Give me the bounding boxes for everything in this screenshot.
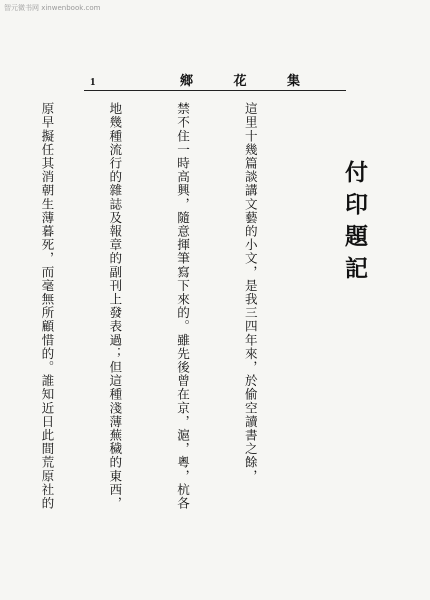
page-title: 付印題記 bbox=[341, 160, 368, 288]
text-column: 這里十幾篇談講文藝的小文，是我三四年來，於偷空讀書之餘， bbox=[242, 102, 258, 483]
watermark-text: 智元微书网 xinwenbook.com bbox=[4, 4, 101, 12]
text-column: 禁不住一時高興，隨意揮筆寫下來的。雖先後曾在京，滬，粵，杭各 bbox=[175, 102, 191, 510]
page-number: 1 bbox=[90, 76, 96, 88]
running-title-char: 鄉 bbox=[180, 74, 194, 89]
running-title bbox=[180, 70, 300, 89]
header-rule bbox=[84, 90, 346, 91]
text-column: 原早擬任其消朝生薄暮死，而毫無所顧惜的。誰知近日此間荒原社的 bbox=[39, 102, 55, 510]
body-text bbox=[0, 102, 306, 558]
running-title-char: 花 bbox=[233, 74, 247, 89]
running-title-char: 集 bbox=[286, 74, 300, 89]
text-column: 地幾種流行的雜誌及報章的副刊上發表過；但這種淺薄蕪穢的東西， bbox=[107, 102, 123, 510]
